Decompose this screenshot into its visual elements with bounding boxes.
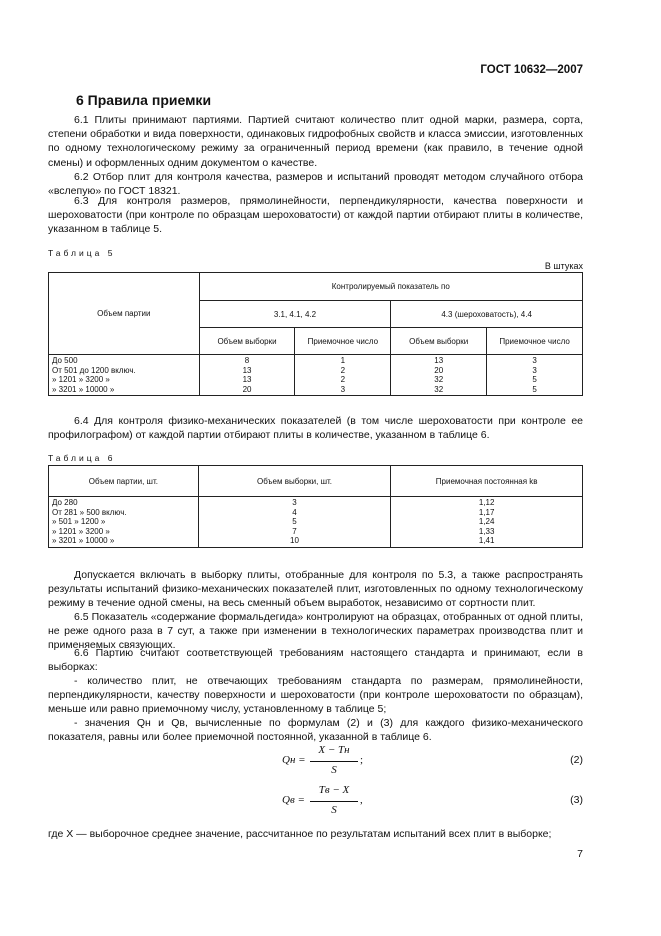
table-6-cell: 1,33: [478, 526, 495, 536]
table-6-cell: 4: [292, 507, 297, 517]
table-5-cell: 13: [434, 356, 444, 365]
formula-2-numerator: X − Tн: [318, 744, 350, 756]
table-5-col-accept-2: Приемочное число: [487, 328, 583, 355]
table-5-subheader-2: 4.3 (шероховатость), 4.4: [391, 301, 583, 328]
table-6-caption: Таблица 6: [48, 453, 116, 463]
table-5-cell: 8: [244, 356, 250, 365]
table-6-cell: » 501 » 1200 »: [52, 517, 106, 527]
table-5-cell: 20: [242, 384, 252, 394]
where-clause: где X — выборочное среднее значение, рассчитанное по результатам испытаний всех плит в выборке;: [48, 828, 552, 840]
table-5-units: В штуках: [544, 261, 583, 271]
paragraph-6-5: 6.5 Показатель «содержание формальдегида» контролируют на образцах, отобранных от одной плиты, не реже одного раза в 7 сут, а также при изменении в технологических параметрах производства плит и применяемых связующих.: [48, 611, 583, 652]
table-6-cell: 5: [292, 517, 297, 527]
table-6-header-constant: Приемочная постоянная kв: [391, 466, 583, 497]
paragraph-6-3: 6.3 Для контроля размеров, прямолинейности, перпендикулярности, качества поверхности и шероховатости (при контроле по образцам шероховатости) от каждой партии отбирают плиты в количестве, указанном в таблице 5.: [48, 195, 583, 236]
table-6-cell: 1,24: [478, 517, 495, 527]
table-6-cell: От 281 » 500 включ.: [52, 507, 127, 517]
table-5-cell: 2: [340, 365, 346, 375]
table-5-cell: 5: [532, 384, 537, 394]
table-5-subheader-1: 3.1, 4.1, 4.2: [199, 301, 391, 328]
formula-3-number: (3): [570, 794, 583, 806]
paragraph-6-4: 6.4 Для контроля физико-механических показателей (в том числе шероховатости при контроле ее профилографом) от каждой партии отбирают плиты в количестве, указанном в таблице 6.: [48, 415, 583, 442]
table-6-cell: 1,41: [478, 536, 495, 546]
table-6-cell: 3: [292, 498, 297, 507]
table-5-cell: 13: [242, 365, 252, 375]
table-6-cell: 1,17: [478, 507, 495, 517]
formula-3-tail: ,: [360, 794, 363, 806]
table-5-header-party: Объем партии: [49, 273, 200, 355]
formula-2-tail: ;: [360, 754, 364, 766]
table-5-body: [49, 355, 583, 396]
table-5-cell: От 501 до 1200 включ.: [52, 365, 136, 375]
formula-2-fraction-bar: [310, 761, 358, 762]
table-5-col-sample-2: Объем выборки: [391, 328, 487, 355]
formula-3-lhs: Qв =: [282, 794, 305, 806]
section-title: 6 Правила приемки: [76, 92, 212, 108]
formula-3-denominator: S: [331, 804, 337, 816]
bullet-2: - значения Qн и Qв, вычисленные по формулам (2) и (3) для каждого физико-механического показателя, равны или более приемочной постоянной, указанной в таблице 6.: [48, 717, 583, 744]
table-5-col-accept-1: Приемочное число: [295, 328, 391, 355]
table-5-header-group: Контролируемый показатель по: [199, 273, 582, 301]
table-5-cell: 3: [340, 384, 346, 394]
table-5: [48, 272, 583, 396]
paragraph-addendum: Допускается включать в выборку плиты, отобранные для контроля по 5.3, а также распространять результаты испытаний физико-механических показателей плит, изготовленных по одному технологическому режиму в течение одной смены, на весь сменный объем выработок, независимо от сортности плит.: [48, 569, 583, 610]
formula-3-numerator: Tв − X: [318, 784, 350, 796]
formula-2-number: (2): [570, 754, 583, 766]
table-5-cell: До 500: [52, 356, 78, 365]
table-5-cell: 5: [532, 375, 537, 385]
formula-3-fraction-bar: [310, 801, 358, 802]
formula-2-denominator: S: [331, 764, 337, 776]
table-5-cell: 32: [434, 384, 444, 394]
table-5-cell: 3: [532, 356, 537, 365]
table-6-cell: До 280: [52, 498, 78, 507]
paragraph-6-6: 6.6 Партию считают соответствующей требованиям настоящего стандарта и принимают, если в выборках:: [48, 647, 583, 674]
table-6-header-sample: Объем выборки, шт.: [198, 466, 391, 497]
table-6-body: [49, 497, 583, 548]
table-6-cell: » 3201 » 10000 »: [52, 536, 115, 546]
paragraph-6-1: 6.1 Плиты принимают партиями. Партией считают количество плит одной марки, размера, сорта, степени обработки и вида поверхности, одинаковых гидрофобных свойств и класса эмиссии, изготовленных по одному технологическому режиму за ограниченный период времени (как правило, в течение одной смены) и оформленных одним документом о качестве.: [48, 114, 583, 169]
table-5-cell: 32: [434, 375, 444, 385]
bullet-1: - количество плит, не отвечающих требованиям стандарта по размерам, прямолинейности, перпендикулярности, качеству поверхности и шероховатости (при контроле шероховатости по образцам), меньше или равно приемочному числу, установленному в таблице 5;: [48, 675, 583, 716]
table-6-cell: 7: [292, 526, 297, 536]
table-5-cell: » 3201 » 10000 »: [52, 384, 115, 394]
page-number: 7: [577, 848, 583, 860]
table-6-cell: » 1201 » 3200 »: [52, 526, 110, 536]
table-6: [48, 465, 583, 548]
table-5-cell: » 1201 » 3200 »: [52, 375, 110, 385]
paragraph-6-2: 6.2 Отбор плит для контроля качества, размеров и испытаний проводят методом случайного отбора «вслепую» по ГОСТ 18321.: [48, 171, 583, 198]
table-5-cell: 1: [340, 356, 346, 365]
table-6-header-party: Объем партии, шт.: [49, 466, 199, 497]
table-5-col-sample-1: Объем выборки: [199, 328, 295, 355]
table-5-cell: 3: [532, 365, 537, 375]
table-5-cell: 2: [340, 375, 346, 385]
table-5-cell: 20: [434, 365, 444, 375]
standard-number: ГОСТ 10632—2007: [480, 64, 583, 76]
formula-2-lhs: Qн =: [282, 754, 306, 766]
table-6-cell: 10: [290, 536, 299, 546]
table-5-caption: Таблица 5: [48, 248, 116, 258]
table-6-cell: 1,12: [478, 498, 495, 507]
table-5-cell: 13: [242, 375, 252, 385]
